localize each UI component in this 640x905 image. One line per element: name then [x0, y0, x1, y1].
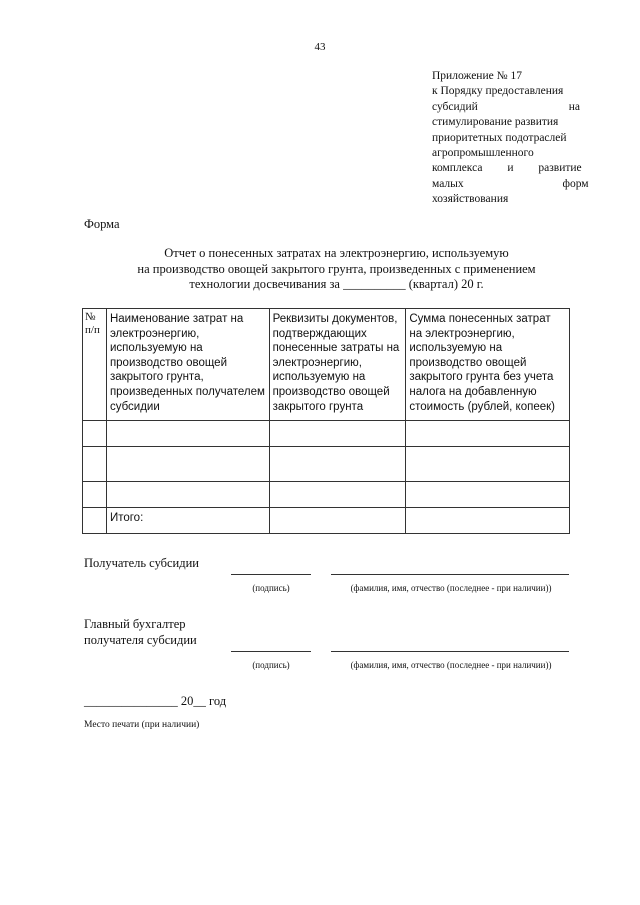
header-documents: Реквизиты документов, подтверждающих понесенные затраты на электроэнергию, используемую на производство овощей закрытого грунта — [269, 309, 406, 421]
table-cell[interactable] — [269, 508, 406, 534]
appendix-block — [432, 69, 588, 208]
appendix-line: стимулирование развития — [432, 116, 559, 129]
appendix-line: агропромышленного — [432, 147, 534, 160]
table-cell[interactable] — [406, 447, 570, 482]
table-total-row — [83, 508, 570, 534]
table-cell[interactable] — [83, 447, 107, 482]
table-cell[interactable] — [406, 508, 570, 534]
table-cell[interactable] — [269, 447, 406, 482]
accountant-label: Главный бухгалтер получателя субсидии — [84, 617, 197, 647]
title-line: технологии досвечивания за __________ (квартал) 20 г. — [189, 277, 484, 291]
table-cell[interactable] — [269, 421, 406, 447]
signature-caption: (подпись) — [252, 583, 290, 593]
table-cell[interactable] — [106, 421, 269, 447]
table-cell[interactable] — [269, 482, 406, 508]
table-cell[interactable] — [406, 482, 570, 508]
date-line[interactable]: _______________ 20__ год — [84, 694, 227, 708]
table-cell[interactable] — [106, 482, 269, 508]
appendix-line: субсидий на — [432, 100, 580, 113]
signature-caption: (подпись) — [252, 660, 290, 670]
table-cell[interactable] — [83, 421, 107, 447]
appendix-line: к Порядку предоставления — [432, 85, 564, 98]
header-number: № п/п — [83, 309, 107, 421]
appendix-line: хозяйствования — [432, 193, 509, 206]
report-table — [82, 308, 570, 534]
form-label: Форма — [84, 217, 120, 231]
table-row — [83, 482, 570, 508]
table-row — [83, 447, 570, 482]
stamp-note: Место печати (при наличии) — [84, 720, 200, 730]
appendix-line: малых форм — [432, 177, 589, 190]
header-cost-name: Наименование затрат на электроэнергию, используемую на производство овощей закрытого грунта, произведенных получателем субсидии — [106, 309, 269, 421]
signature-line[interactable] — [231, 651, 311, 652]
appendix-line: комплекса и развитие — [432, 162, 582, 175]
page-number: 43 — [314, 41, 326, 53]
table-cell[interactable] — [83, 482, 107, 508]
appendix-line: Приложение № 17 — [432, 70, 522, 82]
table-cell[interactable] — [106, 447, 269, 482]
title-line: Отчет о понесенных затратах на электроэнергию, используемую — [164, 246, 509, 260]
recipient-label: Получатель субсидии — [84, 556, 199, 570]
table-cell[interactable] — [406, 421, 570, 447]
table-header-row — [83, 309, 570, 421]
name-caption: (фамилия, имя, отчество (последнее - при наличии)) — [350, 583, 552, 593]
name-line[interactable] — [331, 574, 569, 575]
total-label: Итого: — [106, 508, 269, 534]
appendix-line: приоритетных подотраслей — [432, 131, 567, 144]
signature-line[interactable] — [231, 574, 311, 575]
table-cell — [83, 508, 107, 534]
title-line: на производство овощей закрытого грунта, произведенных с применением — [137, 261, 536, 276]
header-amount: Сумма понесенных затрат на электроэнергию, используемую на производство овощей закрытого грунта без учета налога на добавленную стоимость (рублей, копеек) — [406, 309, 570, 421]
report-title — [84, 246, 589, 293]
table-row — [83, 421, 570, 447]
name-caption: (фамилия, имя, отчество (последнее - при наличии)) — [350, 660, 552, 670]
name-line[interactable] — [331, 651, 569, 652]
